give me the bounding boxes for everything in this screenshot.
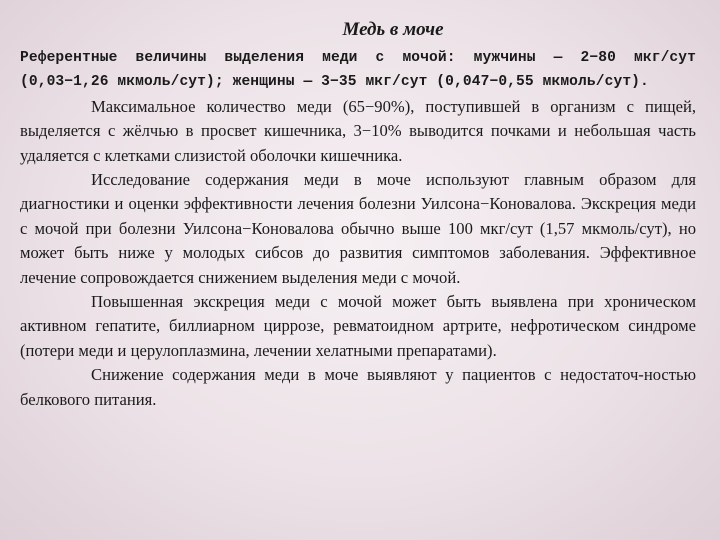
slide-title: Медь в моче	[342, 19, 444, 40]
wilson-disease-paragraph: Исследование содержания меди в моче используют главным образом для диагностики и оценки эффективности лечения болезни Уилсона−Коновалова. Экскреция меди с мочой при болезни Уилсона−Коновалова обычно выше 100 мкг/сут (1,57 мкмоль/сут), но может быть ниже у молодых сибсов до развития симптомов заболевания. Эффективное лечение сопровождается снижением выделения меди с мочой.	[20, 170, 696, 287]
reference-values-paragraph: Референтные величины выделения меди с мочой: мужчины — 2−80 мкг/сут (0,03−1,26 мкмоль/сут); женщины — 3−35 мкг/сут (0,047−0,55 мкмоль/сут).	[20, 50, 696, 91]
increased-excretion-paragraph: Повышенная экскреция меди с мочой может быть выявлена при хроническом активном гепатите, биллиарном циррозе, ревматоидном артрите, нефротическом синдроме (потери меди и церулоплазмина, лечении хелатными препаратами).	[20, 292, 696, 360]
decreased-excretion-paragraph: Снижение содержания меди в моче выявляют у пациентов с недостаточ-ностью белкового питания.	[20, 365, 696, 409]
excretion-paragraph: Максимальное количество меди (65−90%), поступившей в организм с пищей, выделяется с жёлчью в просвет кишечника, 3−10% выводится почками и небольшая часть удаляется с клетками слизистой оболочки кишечника.	[20, 96, 696, 165]
